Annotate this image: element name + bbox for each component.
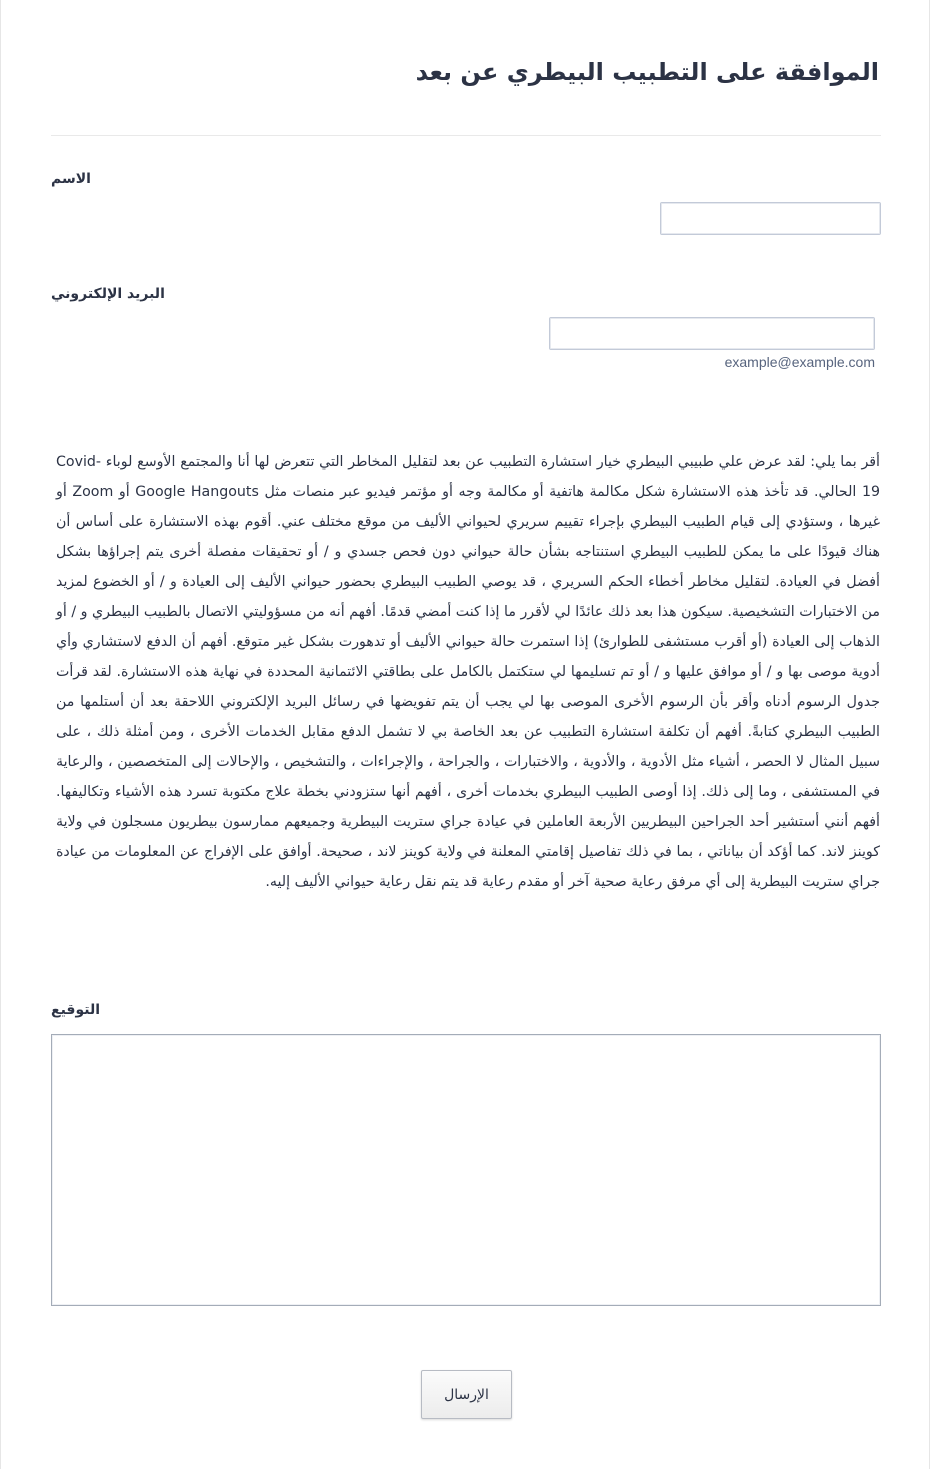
name-input[interactable] (660, 202, 881, 235)
consent-text: أقر بما يلي: لقد عرض علي طبيبي البيطري خيار استشارة التطبيب عن بعد لتقليل المخاطر التي تتعرض لها أنا والمجتمع الأوسع لوباء Covid-19 الحالي. قد تأخذ هذه الاستشارة شكل مكالمة هاتفية أو مكالمة وجه أو مؤتمر فيديو عبر منصات مثل Google Hangouts أو Zoom أو غيرها ، وستؤدي إلى قيام الطبيب البيطري بإجراء تقييم سريري لحيواني الأليف من موقع مختلف عني. أقوم بهذه الاستشارة على أساس أن هناك قيودًا على ما يمكن للطبيب البيطري استنتاجه بشأن حالة حيواني دون فحص جسدي و / أو تحقيقات مفصلة أخرى يتم إجراؤها بشكل أفضل في العيادة. لتقليل مخاطر أخطاء الحكم السريري ، قد يوصي الطبيب البيطري بحضور حيواني الأليف إلى العيادة و / أو الخضوع لمزيد من الاختبارات التشخيصية. سيكون هذا بعد ذلك عائدًا لي لأقرر ما إذا كنت أمضي قدمًا. أفهم أنه من مسؤوليتي الاتصال بالطبيب البيطري و / أو الذهاب إلى العيادة (أو أقرب مستشفى للطوارئ) إذا استمرت حالة حيواني الأليف أو تدهورت بشكل غير متوقع. أفهم أن الدفع لاستشاري وأي أدوية موصى بها و / أو موافق عليها و / أو تم تسليمها لي ستكتمل بالكامل على بطاقتي الائتمانية المحددة في نهاية هذه الاستشارة. لقد قرأت جدول الرسوم أدناه وأقر بأن الرسوم الأخرى الموصى بها لي يجب أن يتم تفويضها في رسائل البريد الإلكتروني اللاحقة بعد أن أستلمها من الطبيب البيطري كتابةً. أفهم أن تكلفة استشارة التطبيب عن بعد الخاصة بي لا تشمل الدفع مقابل الخدمات الأخرى ، ومن أمثلة ذلك ، على سبيل المثال لا الحصر ، أشياء مثل الأدوية ، والأدوية ، والاختبارات ، والجراحة ، والإجراءات ، والتشخيص ، والإحالات إلى المتخصصين ، والرعاية في المستشفى ، وما إلى ذلك. إذا أوصى الطبيب البيطري بخدمات أخرى ، أفهم أنها ستزودني بخطة علاج مكتوبة تسرد هذه الأشياء وتكاليفها. أفهم أنني أستشير أحد الجراحين البيطريين الأربعة العاملين في عيادة جراي ستريت البيطرية وجميعهم ممارسون بيطريون مسجلون في ولاية كوينز لاند. كما أؤكد أن بياناتي ، بما في ذلك تفاصيل إقامتي المعلنة في ولاية كوينز لاند ، صحيحة. أوافق على الإفراج عن المعلومات من عيادة جراي ستريت البيطرية إلى أي مرفق رعاية صحية آخر أو مقدم رعاية قد يتم نقل رعاية حيواني الأليف إليه. (56, 454, 881, 890)
email-sublabel: example@example.com (724, 354, 875, 370)
name-label: الاسم (51, 171, 91, 187)
header-divider (51, 135, 881, 136)
form-title: الموافقة على التطبيب البيطري عن بعد (415, 58, 879, 86)
signature-label: التوقيع (51, 1002, 100, 1018)
submit-button[interactable]: الإرسال (421, 1370, 512, 1419)
signature-pad[interactable] (51, 1034, 881, 1306)
email-label: البريد الإلكتروني (51, 286, 165, 302)
email-input[interactable] (549, 317, 875, 350)
